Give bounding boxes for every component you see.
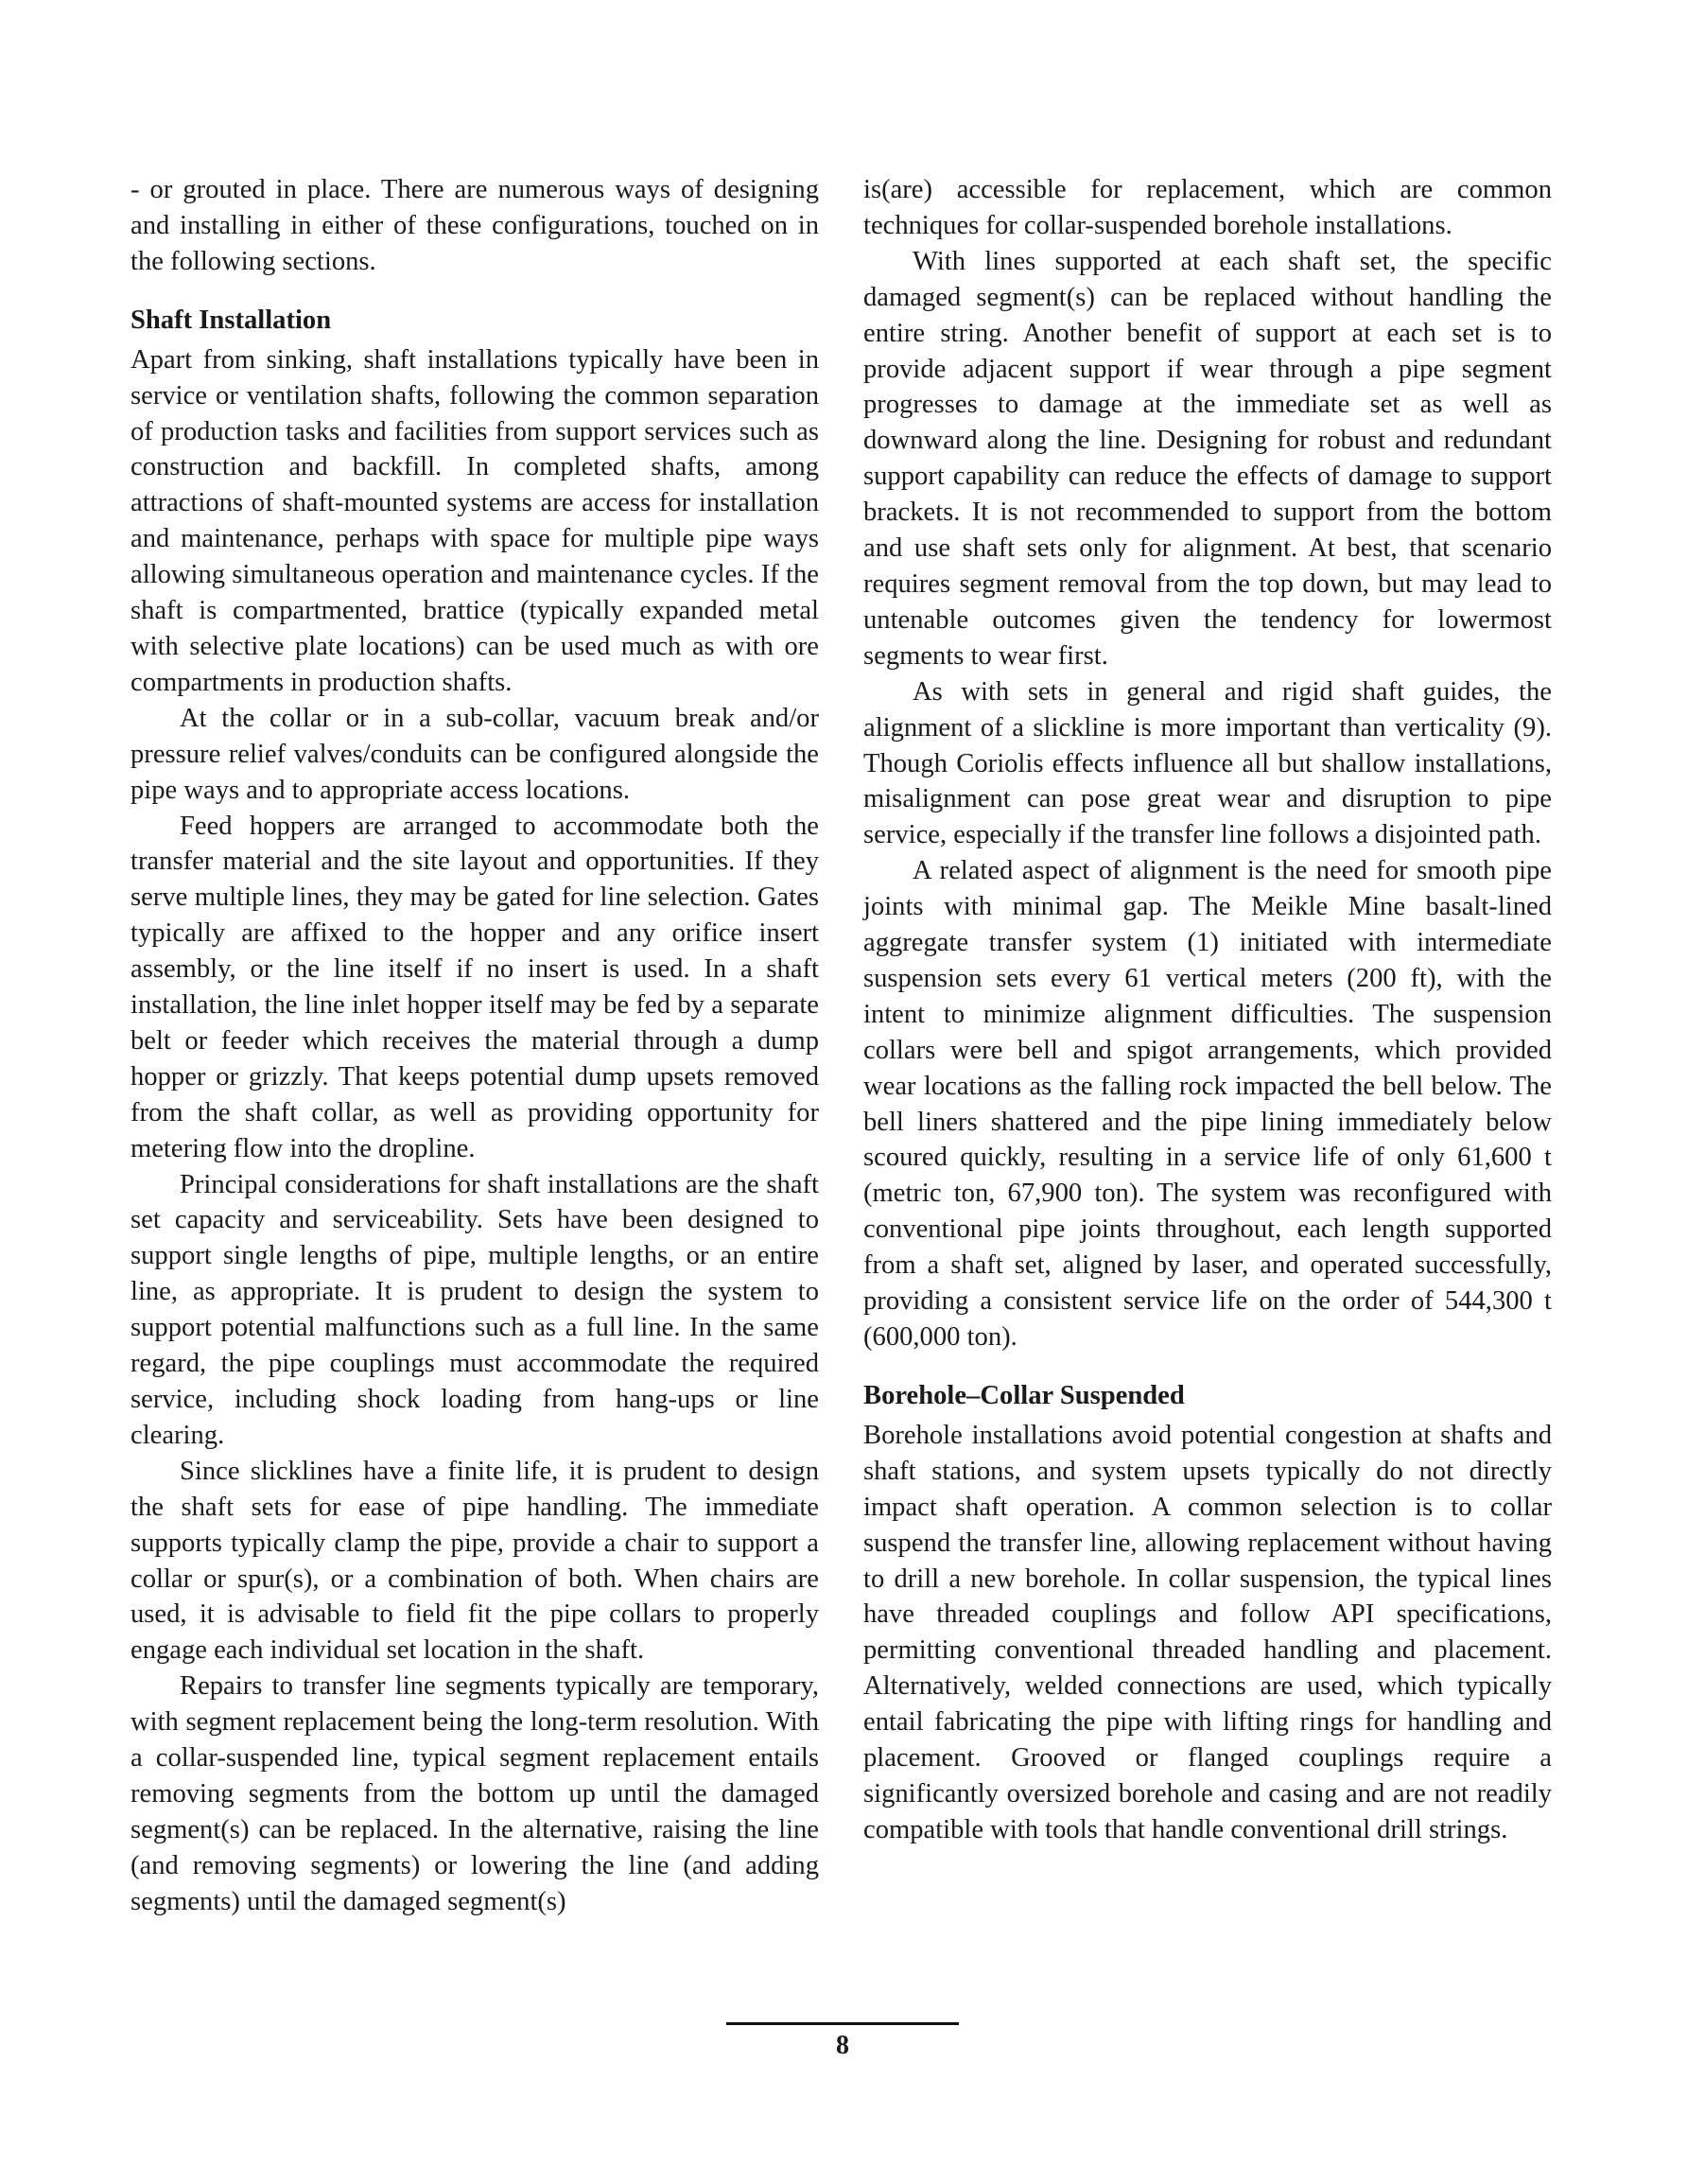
paragraph: A related aspect of alignment is the need for smooth pipe joints with minimal gap. The Meikle Mine basalt-lined aggregate transfer system (1) initiated with intermediate suspension sets every 61 vertical meters (200 ft), with the intent to minimize alignment difficulties. The suspension collars were bell and spigot arrangements, which provided wear locations as the falling rock impacted the bell below. The bell liners shattered and the pipe lining immediately below scoured quickly, resulting in a service life of only 61,600 t (metric ton, 67,900 ton). The system was reconfigured with conventional pipe joints throughout, each length supported from a shaft set, aligned by laser, and operated successfully, providing a consistent service life on the order of 544,300 t (600,000 ton). [863,856,1552,1352]
left-column [130,172,819,1920]
paragraph: With lines supported at each shaft set, the specific damaged segment(s) can be replaced without handling the entire string. Another benefit of support at each set is to provide adjacent support if wear through a pipe segment progresses to damage at the immediate set as well as downward along the line. Designing for robust and redundant support capability can reduce the effects of damage to support brackets. It is not recommended to support from the bottom and use shaft sets only for alignment. At best, that scenario requires segment removal from the top down, but may lead to untenable outcomes given the tendency for lowermost segments to wear first. [863,246,1552,671]
paragraph: Repairs to transfer line segments typically are temporary, with segment replacement being the long-term resolution. With a collar-suspended line, typical segment replacement entails removing segments from the bottom up until the damaged segment(s) can be replaced. In the alternative, raising the line (and removing segments) or lowering the line (and adding segments) until the damaged segment(s) [130,1671,819,1916]
paragraph: Principal considerations for shaft installations are the shaft set capacity and serviceability. Sets have been designed to support single lengths of pipe, multiple lengths, or an entire line, as appropriate. It is prudent to design the system to support potential malfunctions such as a full line. In the same regard, the pipe couplings must accommodate the required service, including shock loading from hang-ups or line clearing. [130,1169,819,1450]
page-number: 8 [836,2031,849,2060]
continued-paragraph: is(are) accessible for replacement, which are common techniques for collar-suspended borehole installations. [863,175,1552,240]
paragraph: At the collar or in a sub-collar, vacuum break and/or pressure relief valves/conduits can be configured alongside the pipe ways and to appropriate access locations. [130,703,819,805]
right-column [863,172,1552,1848]
paragraph: Since slicklines have a finite life, it is prudent to design the shaft sets for ease of pipe handling. The immediate supports typically clamp the pipe, provide a chair to support a collar or spur(s), or a combination of both. When chairs are used, it is advisable to field fit the pipe collars to properly engage each individual set location in the shaft. [130,1456,819,1666]
paragraph: Apart from sinking, shaft installations typically have been in service or ventilation shafts, following the common separation of production tasks and facilities from support services such as construction and backfill. In completed shafts, among attractions of shaft-mounted systems are access for installation and maintenance, perhaps with space for multiple pipe ways allowing simultaneous operation and maintenance cycles. If the shaft is compartmented, brattice (typically expanded metal with selective plate locations) can be used much as with ore compartments in production shafts. [130,344,819,697]
paragraph: Feed hoppers are arranged to accommodate both the transfer material and the site layout and opportunities. If they serve multiple lines, they may be gated for line selection. Gates typically are affixed to the hopper and any orifice insert assembly, or the line itself if no insert is used. In a shaft installation, the line inlet hopper itself may be fed by a separate belt or feeder which receives the material through a dump hopper or grizzly. That keeps potential dump upsets removed from the shaft collar, as well as providing opportunity for metering flow into the dropline. [130,811,819,1163]
section-heading-borehole-collar-suspended: Borehole–Collar Suspended [863,1380,1185,1410]
paragraph: As with sets in general and rigid shaft guides, the alignment of a slickline is more important than verticality (9). Though Coriolis effects influence all but shallow installations, misalignment can pose great wear and disruption to pipe service, especially if the transfer line follows a disjointed path. [863,676,1552,850]
intro-paragraph: - or grouted in place. There are numerous ways of designing and installing in either of these configurations, touched on in the following sections. [130,175,819,276]
footer-rule [726,2022,959,2025]
paragraph: Borehole installations avoid potential congestion at shafts and shaft stations, and system upsets typically do not directly impact shaft operation. A common selection is to collar suspend the transfer line, allowing replacement without having to drill a new borehole. In collar suspension, the typical lines have threaded couplings and follow API specifications, permitting conventional threaded handling and placement. Alternatively, welded connections are used, which typically entail fabricating the pipe with lifting rings for handling and placement. Grooved or flanged couplings require a significantly oversized borehole and casing and are not readily compatible with tools that handle conventional drill strings. [863,1420,1552,1844]
section-heading-shaft-installation: Shaft Installation [130,305,332,335]
